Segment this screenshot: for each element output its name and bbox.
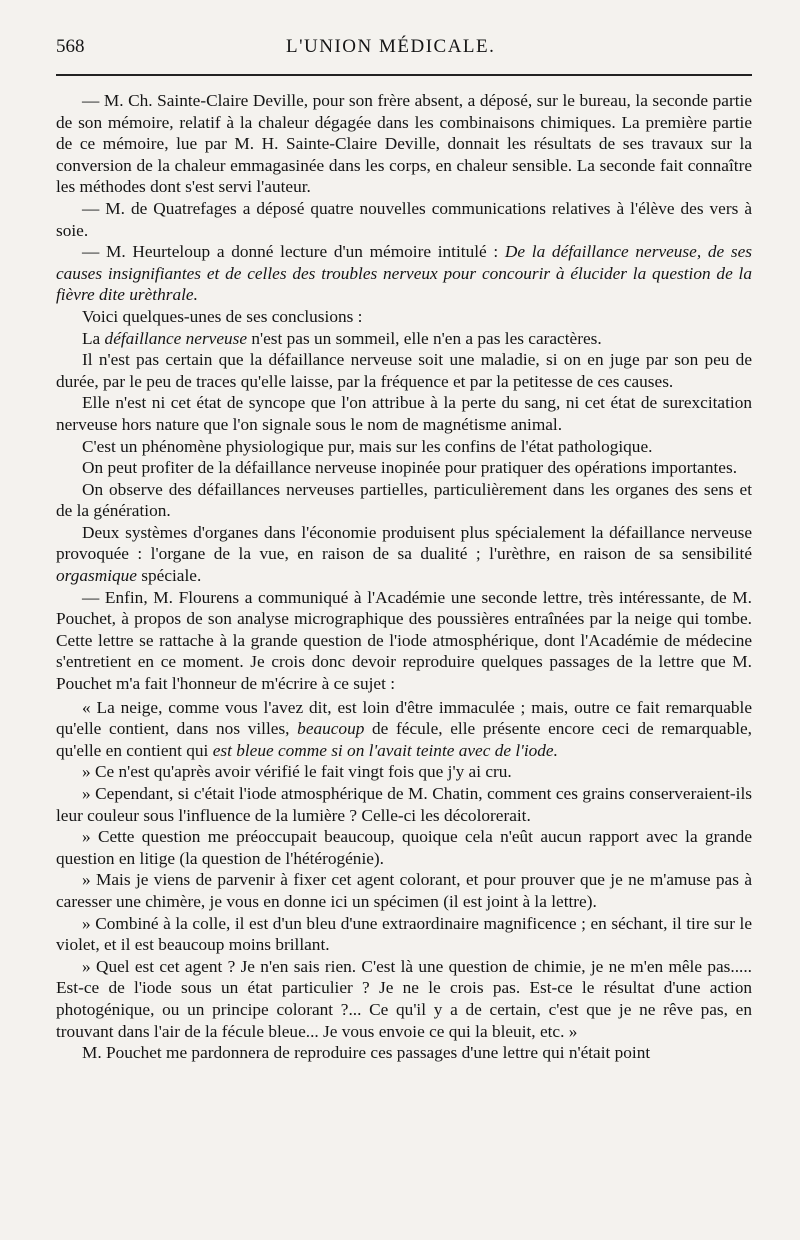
header-rule — [56, 74, 752, 76]
paragraph-text: n'est pas un sommeil, elle n'en a pas les caractères. — [247, 328, 602, 348]
memoir-title: De la défaillance nerveuse, de ses causes insignifiantes et de celles des troubles nerveux pour concourir à élucider la question de la fièvre dite urèthrale. — [56, 242, 752, 305]
quote-paragraph-2: » Ce n'est qu'après avoir vérifié le fait vingt fois que j'y ai cru. — [82, 762, 512, 782]
paragraph-text: Deux systèmes d'organes dans l'économie produisent plus spécialement la défaillance nerveuse provoquée : l'organe de la vue, en raison de sa dualité ; l'urèthre, en raison de sa sensibilité — [56, 522, 752, 564]
emphasis: défaillance nerveuse — [104, 328, 248, 348]
paragraph-text: La — [82, 328, 105, 348]
paragraph-text: de fécule, elle présente encore ceci de remarquable, qu'elle en contient qui — [56, 719, 752, 760]
quote-paragraph-7: » Quel est cet agent ? Je n'en sais rien. C'est là une question de chimie, je ne m'en mêle pas..... Est-ce de l'iode sous un état particulier ? Je ne le crois pas. Est-ce le résultat d'une action photogénique, ou un principe colorant ?... Ce qu'il y a de certain, c'est que je ne rêve pas, en trouvant dans l'air de la fécule bleue... Je vous envoie ce qui la bleuit, etc. » — [56, 956, 752, 1041]
emphasis: beaucoup — [297, 719, 365, 739]
emphasis: orgasmique — [56, 566, 137, 586]
paragraph-text: spéciale. — [136, 566, 202, 586]
page-header — [56, 36, 752, 70]
quote-paragraph-3: » Cependant, si c'était l'iode atmosphérique de M. Chatin, comment ces grains conserveraient-ils leur couleur sous l'influence de la lumière ? Celle-ci les décolorerait. — [56, 784, 752, 825]
paragraph-conclusion-6: On observe des défaillances nerveuses partielles, particulièrement dans les organes des sens et de la génération. — [56, 479, 752, 521]
paragraph-flourens: — Enfin, M. Flourens a communiqué à l'Académie une seconde lettre, très intéressante, de M. Pouchet, à propos de son analyse micrographique des poussières entraînées par la neige qui tombe. Cette lettre se rattache à la grande question de l'iode atmosphérique, dont l'Académie de médecine s'entretient en ce moment. Je crois donc devoir reproduire quelques passages de la lettre que M. Pouchet m'a fait l'honneur de m'écrire à ce sujet : — [56, 587, 752, 694]
quote-paragraph-5: » Mais je viens de parvenir à fixer cet agent colorant, et pour prouver que je ne m'amuse pas à caresser une chimère, je vous en donne ici un spécimen (il est joint à la lettre). — [56, 870, 752, 911]
paragraph-conclusions-intro: Voici quelques-unes de ses conclusions : — [82, 306, 363, 326]
paragraph-conclusion-2: Il n'est pas certain que la défaillance nerveuse soit une maladie, si on en juge par son peu de durée, par le peu de traces qu'elle laisse, par la fréquence et par la petitesse de ces causes. — [56, 350, 752, 391]
paragraph-closing: M. Pouchet me pardonnera de reproduire ces passages d'une lettre qui n'était point — [82, 1043, 651, 1063]
emphasis: est bleue comme si on l'avait teinte avec de l'iode. — [212, 740, 558, 760]
page-number: 568 — [56, 36, 85, 57]
paragraph-conclusion-3: Elle n'est ni cet état de syncope que l'on attribue à la perte du sang, ni cet état de surexcitation nerveuse hors nature que l'on signale sous le nom de magnétisme animal. — [56, 393, 752, 434]
paragraph-quatrefages: — M. de Quatrefages a déposé quatre nouvelles communications relatives à l'élève des vers à soie. — [56, 198, 752, 240]
quote-paragraph-4: » Cette question me préoccupait beaucoup, quoique cela n'eût aucun rapport avec la grande question en litige (la question de l'hétérogénie). — [56, 827, 752, 868]
body-text — [56, 90, 752, 1064]
paragraph-conclusion-5: On peut profiter de la défaillance nerveuse inopinée pour pratiquer des opérations importantes. — [82, 458, 738, 478]
paragraph-heurteloup — [56, 241, 752, 306]
paragraph-deville: — M. Ch. Sainte-Claire Deville, pour son frère absent, a déposé, sur le bureau, la seconde partie de son mémoire, relatif à la chaleur dégagée dans les combinaisons chimiques. La première partie de ce mémoire, lue par M. H. Sainte-Claire Deville, donnait les résultats de ses travaux sur la conversion de la chaleur emmagasinée dans les corps, en chaleur sensible. La seconde fait connaître les méthodes dont s'est servi l'auteur. — [56, 91, 752, 197]
quote-paragraph-1 — [56, 697, 752, 762]
running-title: L'UNION MÉDICALE. — [286, 36, 496, 57]
paragraph-conclusion-4: C'est un phénomène physiologique pur, mais sur les confins de l'état pathologique. — [82, 436, 653, 456]
paragraph-text: « La neige, comme vous l'avez dit, est loin d'être immaculée ; mais, outre ce fait remarquable qu'elle contient, dans nos villes, — [56, 697, 752, 739]
paragraph-conclusion-7 — [56, 522, 752, 587]
paragraph-text: — M. Heurteloup a donné lecture d'un mémoire intitulé : — [82, 242, 505, 262]
quote-paragraph-6: » Combiné à la colle, il est d'un bleu d'une extraordinaire magnificence ; en séchant, il tire sur le violet, et il est beaucoup moins brillant. — [56, 913, 752, 955]
paragraph-conclusion-1 — [56, 328, 752, 350]
